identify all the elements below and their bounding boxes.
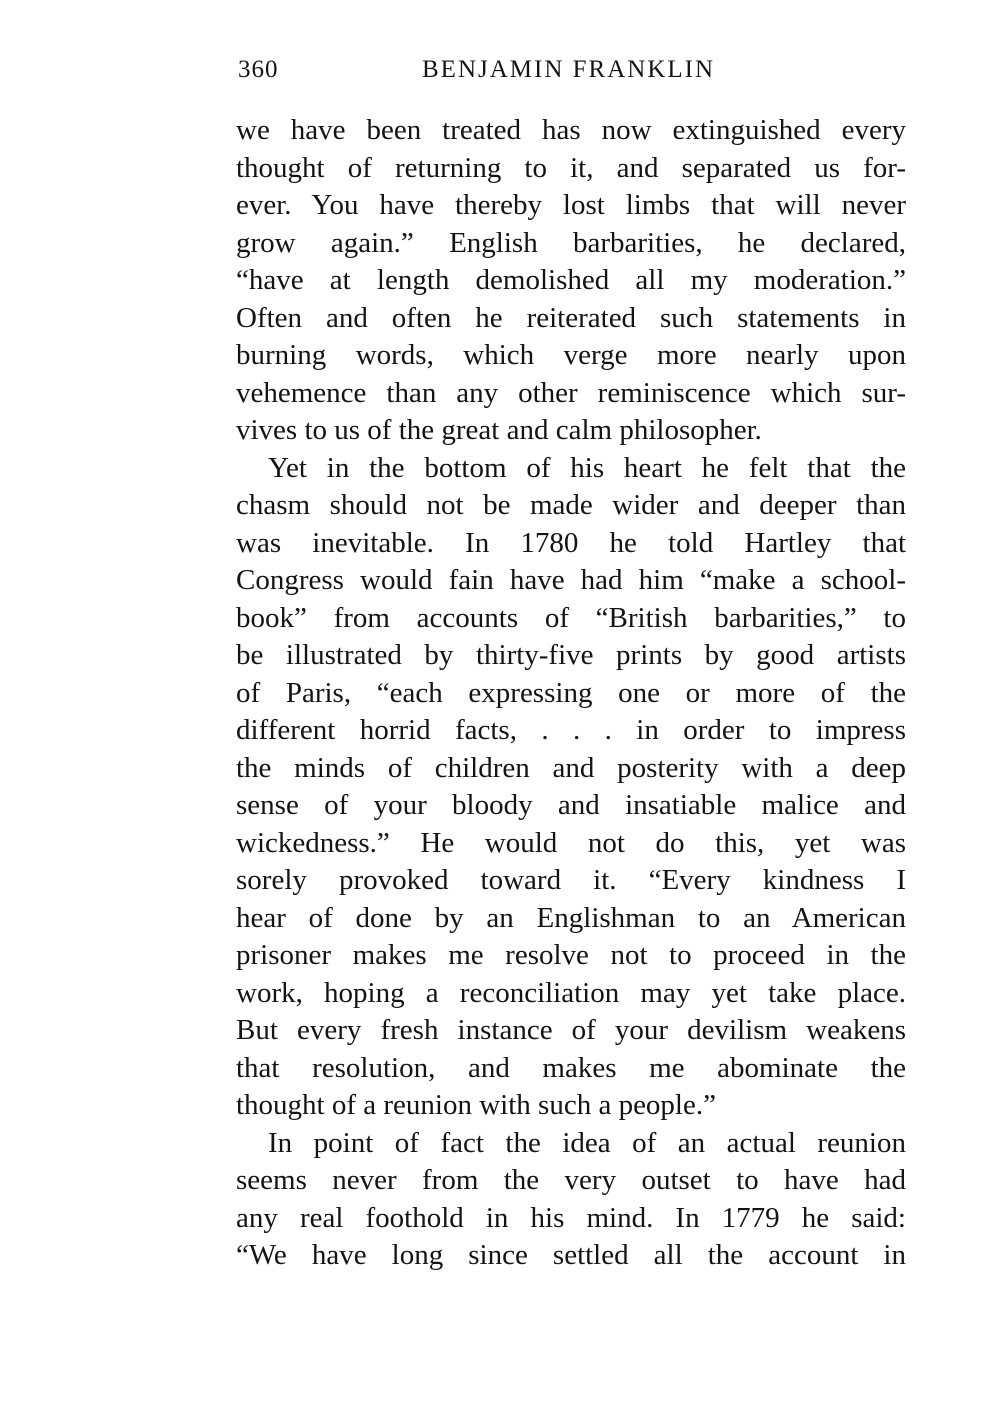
text-line: vives to us of the great and calm philosopher. [236, 414, 762, 446]
text-line: prisoner makes me resolve not to proceed in the [236, 939, 906, 971]
text-line: thought of returning to it, and separated us for- [236, 151, 906, 184]
page-number: 360 [238, 56, 279, 83]
text-line: burning words, which verge more nearly upon [236, 339, 906, 371]
text-line: work, hoping a reconciliation may yet take place. [236, 976, 906, 1009]
text-line: chasm should not be made wider and deeper than [236, 489, 906, 521]
text-line: But every fresh instance of your devilism weakens [236, 1014, 906, 1046]
paragraph-3 [236, 1125, 906, 1275]
text-line: ever. You have thereby lost limbs that will never [236, 189, 906, 221]
text-line: sense of your bloody and insatiable malice and [236, 789, 906, 821]
text-line: sorely provoked toward it. “Every kindness I [236, 864, 906, 896]
text-line: seems never from the very outset to have had [236, 1164, 906, 1196]
text-line: “have at length demolished all my moderation.” [236, 264, 906, 296]
text-line: of Paris, “each expressing one or more of the [236, 676, 906, 709]
body-text [236, 112, 906, 1275]
text-line: “We have long since settled all the account in [236, 1239, 906, 1271]
text-line: was inevitable. In 1780 he told Hartley that [236, 526, 906, 559]
text-line: that resolution, and makes me abominate the [236, 1051, 906, 1084]
text-line: grow again.” English barbarities, he declared, [236, 226, 906, 259]
text-line: be illustrated by thirty-five prints by good artists [236, 639, 906, 671]
paragraph-2 [236, 450, 906, 1125]
text-line: different horrid facts, . . . in order to impress [236, 714, 906, 746]
text-line: hear of done by an Englishman to an American [236, 901, 906, 934]
text-line: book” from accounts of “British barbarities,” to [236, 601, 906, 634]
text-line: In point of fact the idea of an actual reunion [268, 1126, 906, 1159]
text-line: any real foothold in his mind. In 1779 he said: [236, 1201, 906, 1234]
text-line: thought of a reunion with such a people.” [236, 1089, 716, 1121]
text-line: the minds of children and posterity with a deep [236, 751, 906, 784]
text-line: Yet in the bottom of his heart he felt that the [268, 451, 906, 484]
text-line: wickedness.” He would not do this, yet was [236, 826, 906, 859]
text-line: Often and often he reiterated such statements in [236, 301, 906, 334]
text-line: vehemence than any other reminiscence which sur- [236, 376, 906, 409]
page-header [238, 56, 906, 92]
text-line: we have been treated has now extinguished every [236, 114, 906, 146]
text-line: Congress would fain have had him “make a school- [236, 564, 906, 596]
paragraph-1 [236, 112, 906, 450]
running-head: BENJAMIN FRANKLIN [422, 56, 716, 83]
